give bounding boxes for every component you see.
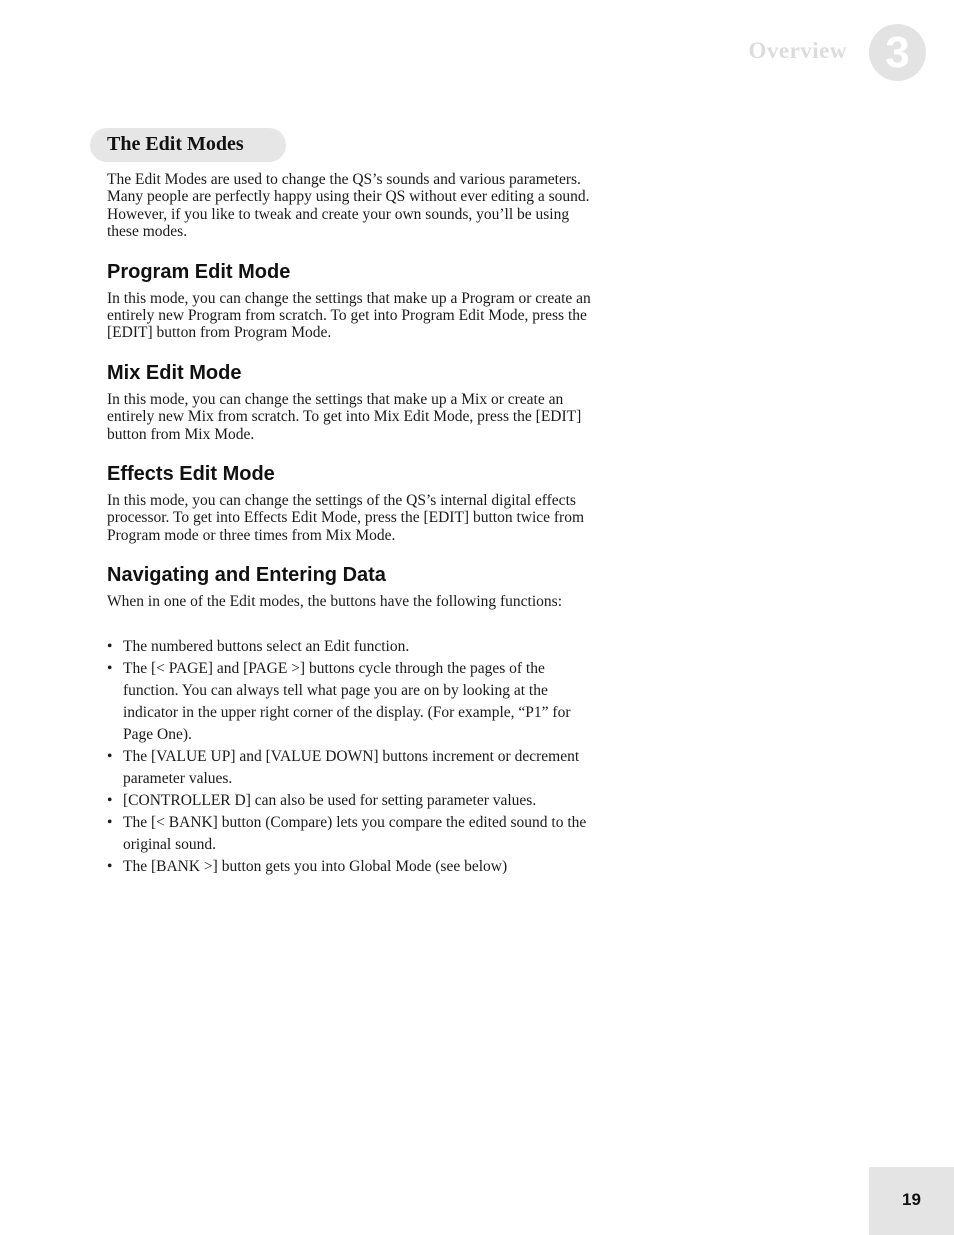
list-item-text: The [< PAGE] and [PAGE >] buttons cycle through the pages of the function. You can always tell what page you are on by looking at the indicator in the upper right corner of the display. (For example, “P1” for Page One). (123, 659, 571, 743)
chapter-word: Overview (748, 38, 847, 63)
program-edit-heading: Program Edit Mode (107, 260, 291, 283)
list-item (107, 636, 593, 658)
list-item-text: The [VALUE UP] and [VALUE DOWN] buttons increment or decrement parameter values. (123, 747, 580, 787)
list-item-text: The [< BANK] button (Compare) lets you compare the edited sound to the original sound. (123, 813, 587, 853)
list-item (107, 746, 593, 790)
bullet: • (107, 791, 113, 809)
list-item (107, 790, 593, 812)
list-item-text: The numbered buttons select an Edit function. (123, 637, 410, 655)
bullet: • (107, 747, 113, 765)
bullet: • (107, 857, 113, 875)
intro-paragraph: The Edit Modes are used to change the QS’s sounds and various parameters. Many people are perfectly happy using their QS without ever editing a sound. However, if you like to tweak and create your own sounds, you’ll be using these modes. (107, 171, 590, 241)
section-title-pill (90, 128, 286, 162)
mix-edit-heading: Mix Edit Mode (107, 361, 242, 384)
list-item (107, 856, 593, 878)
page-number: 19 (869, 1167, 954, 1235)
list-item-text: The [BANK >] button gets you into Global Mode (see below) (123, 857, 508, 875)
navigating-paragraph: When in one of the Edit modes, the buttons have the following functions: (107, 593, 563, 611)
section-title: The Edit Modes (107, 133, 244, 155)
list-item (107, 658, 593, 746)
bullet: • (107, 637, 113, 655)
chapter-number-badge: 3 (869, 24, 926, 81)
list-item-text: [CONTROLLER D] can also be used for setting parameter values. (123, 791, 537, 809)
program-edit-paragraph: In this mode, you can change the settings that make up a Program or create an entirely new Program from scratch. To get into Program Edit Mode, press the [EDIT] button from Program Mode. (107, 289, 591, 342)
bullet: • (107, 659, 113, 677)
page-content (107, 171, 593, 878)
effects-edit-heading: Effects Edit Mode (107, 463, 275, 486)
navigating-heading: Navigating and Entering Data (107, 564, 386, 587)
list-item (107, 812, 593, 856)
bullet: • (107, 813, 113, 831)
effects-edit-paragraph: In this mode, you can change the settings of the QS’s internal digital effects processor. To get into Effects Edit Mode, press the [EDIT] button twice from Program mode or three times from Mix Mode. (107, 492, 585, 544)
mix-edit-paragraph: In this mode, you can change the settings that make up a Mix or create an entirely new Mix from scratch. To get into Mix Edit Mode, press the [EDIT] button from Mix Mode. (107, 390, 582, 443)
button-functions-list (107, 636, 593, 878)
